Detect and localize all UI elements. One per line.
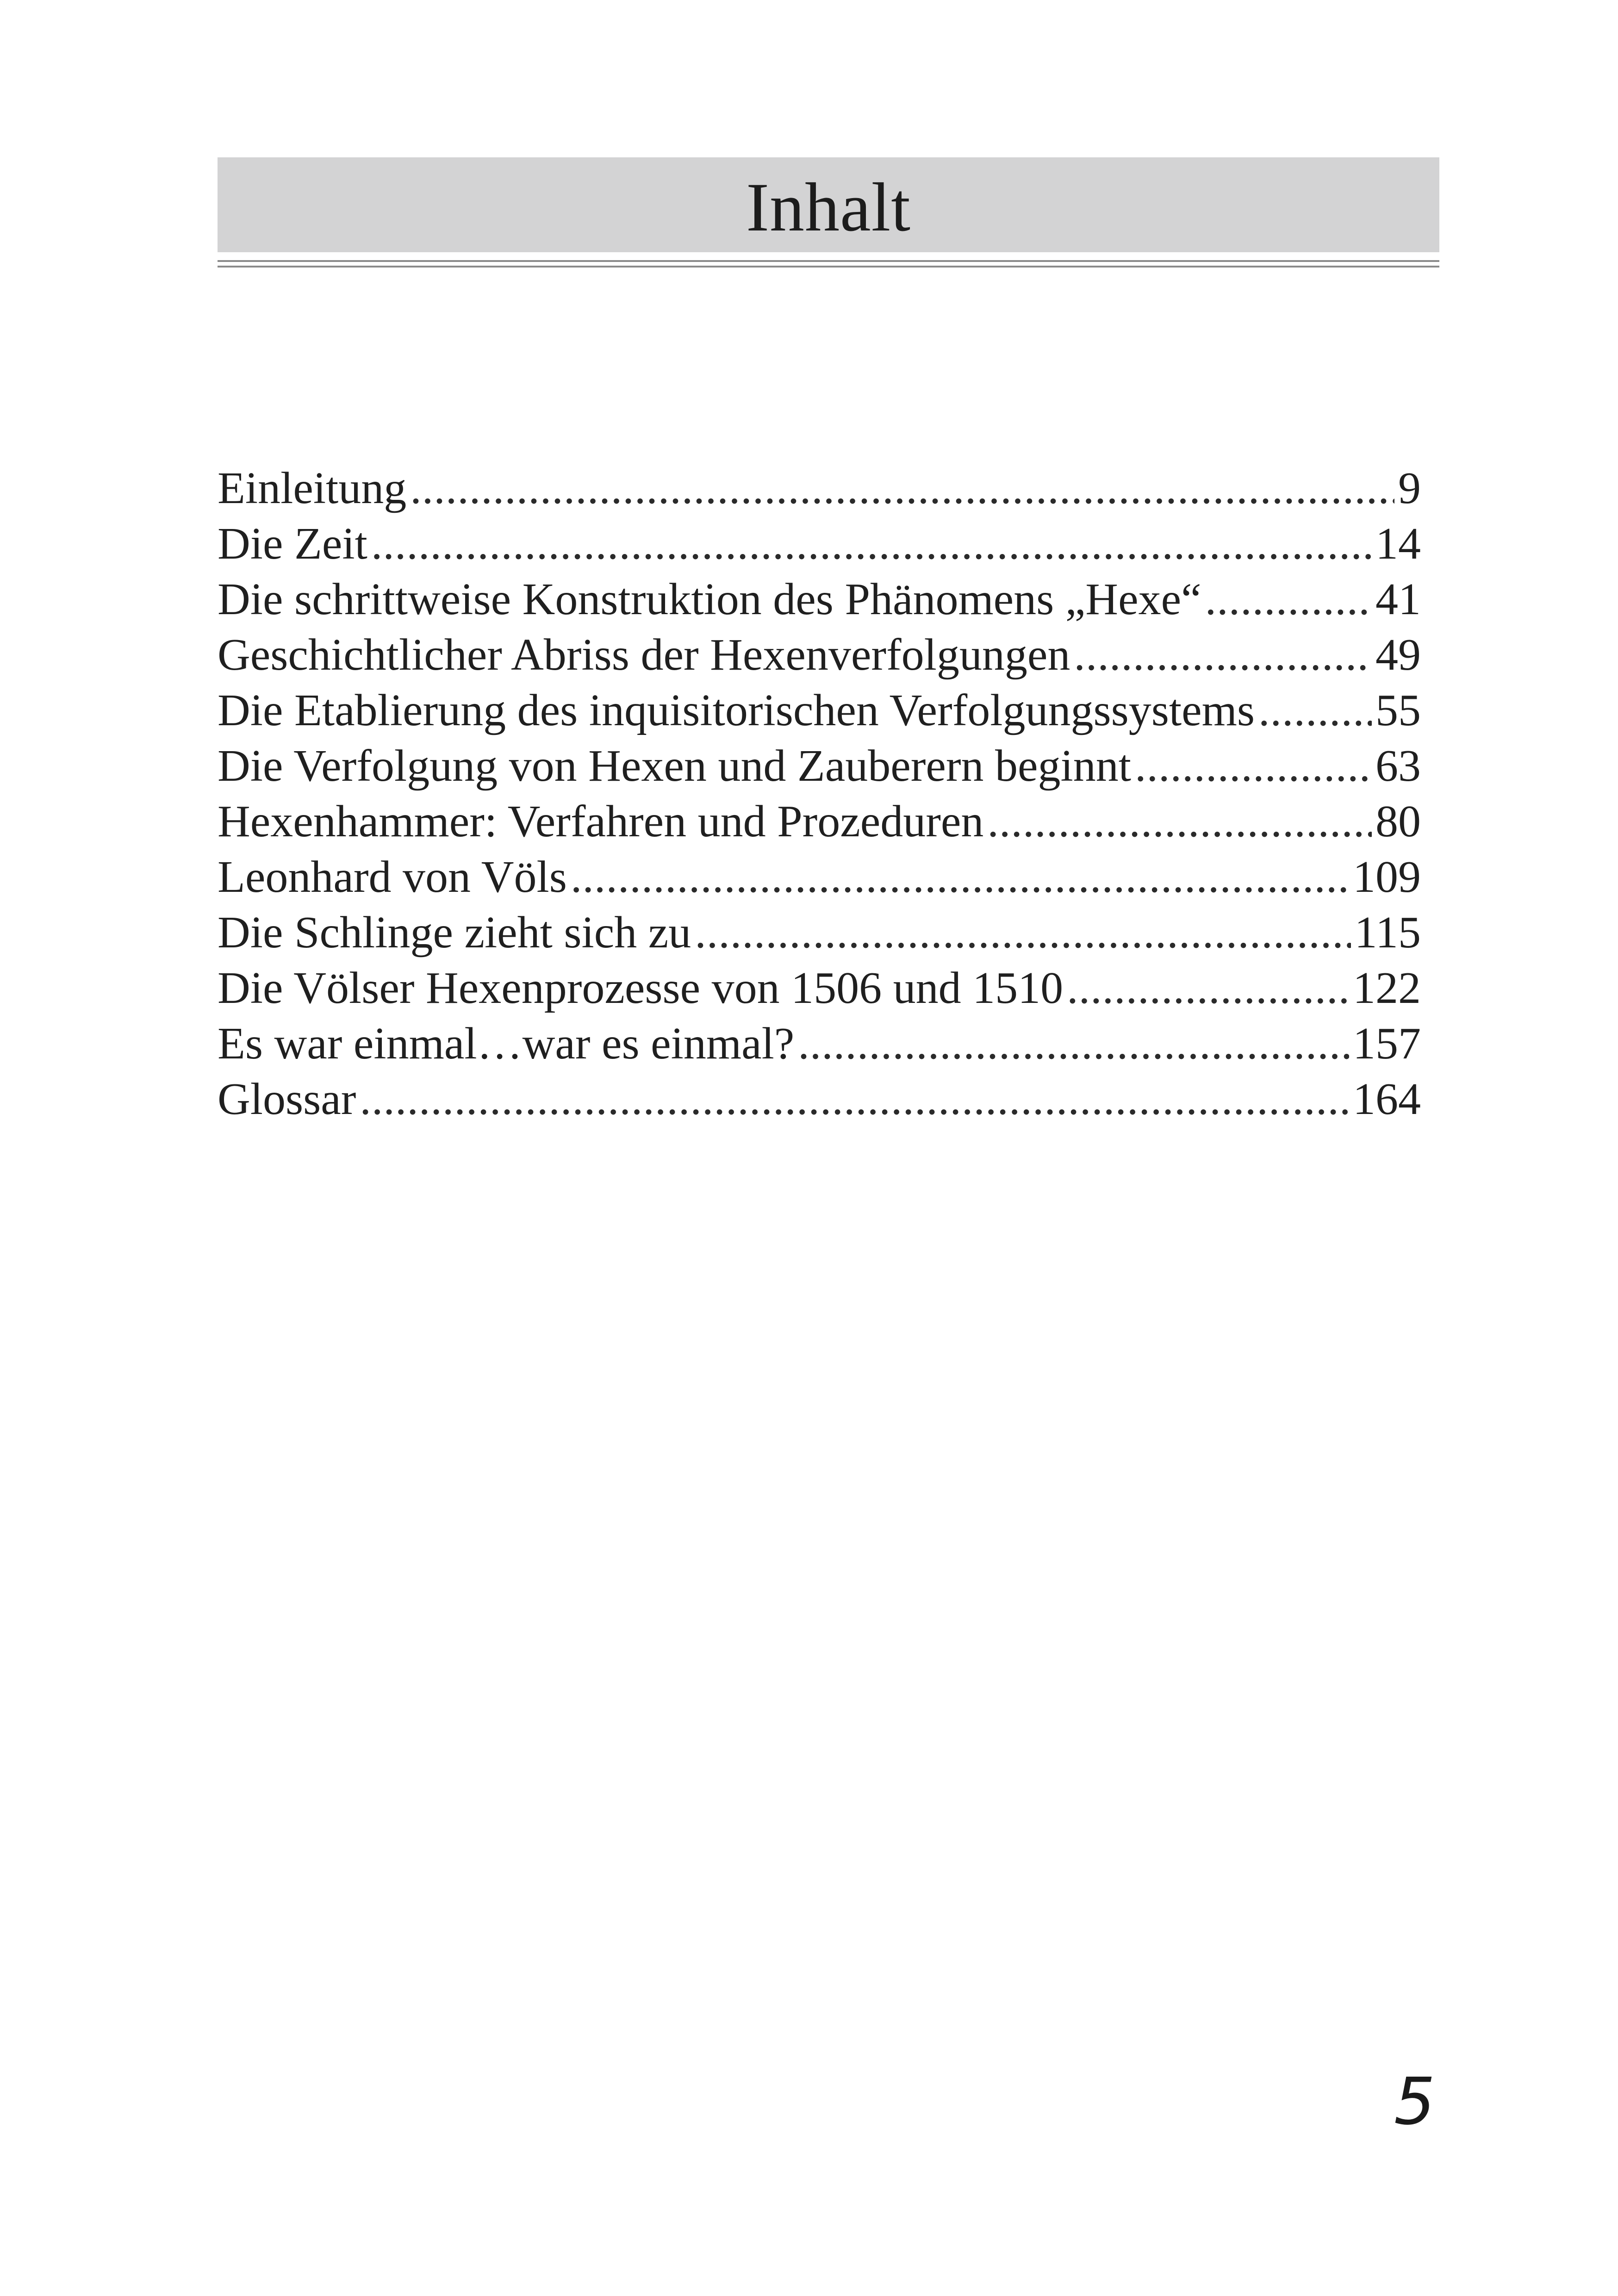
dot-leader (798, 1016, 1349, 1071)
page-number: 5 (1394, 2064, 1435, 2140)
toc-entry-page: 9 (1398, 463, 1421, 513)
toc-entry[interactable] (218, 1016, 1421, 1071)
toc-entry-title: Die Völser Hexenprozesse von 1506 und 1510 (218, 963, 1064, 1013)
dot-leader (1135, 738, 1372, 794)
toc-entry-page: 122 (1353, 963, 1421, 1013)
toc-entry-page: 157 (1353, 1019, 1421, 1069)
title-divider-top (218, 260, 1439, 262)
title-band (218, 157, 1439, 252)
dot-leader (987, 794, 1372, 849)
toc-entry-page: 115 (1354, 908, 1421, 958)
toc-entry[interactable] (218, 905, 1421, 960)
toc-entry-page: 80 (1375, 796, 1421, 846)
toc-entry-title: Die Verfolgung von Hexen und Zauberern beginnt (218, 741, 1131, 791)
toc-entry[interactable] (218, 683, 1421, 738)
toc-entry-page: 109 (1353, 852, 1421, 902)
toc-entry-title: Es war einmal…war es einmal? (218, 1019, 795, 1069)
toc-entry[interactable] (218, 572, 1421, 627)
toc-entry-page: 164 (1353, 1074, 1421, 1124)
toc-entry-title: Leonhard von Völs (218, 852, 567, 902)
dot-leader (360, 1071, 1349, 1127)
toc-entry-title: Die Zeit (218, 519, 367, 569)
toc-entry-title: Hexenhammer: Verfahren und Prozeduren (218, 796, 984, 846)
toc-entry[interactable] (218, 738, 1421, 794)
title-divider-bottom (218, 266, 1439, 268)
toc-entry-title: Die Etablierung des inquisitorischen Verfolgungssystems (218, 685, 1255, 735)
dot-leader (410, 460, 1394, 516)
toc-entry[interactable] (218, 1071, 1421, 1127)
page-title: Inhalt (746, 168, 911, 246)
toc-entry-page: 14 (1375, 519, 1421, 569)
toc-entry-title: Geschichtlicher Abriss der Hexenverfolgungen (218, 630, 1070, 680)
toc-entry-title: Einleitung (218, 463, 407, 513)
toc-entry[interactable] (218, 794, 1421, 849)
toc-entry-title: Glossar (218, 1074, 356, 1124)
toc-entry-page: 55 (1375, 685, 1421, 735)
dot-leader (571, 849, 1349, 905)
dot-leader (371, 516, 1372, 572)
toc-entry[interactable] (218, 516, 1421, 572)
toc-entry-title: Die Schlinge zieht sich zu (218, 908, 691, 958)
toc-entry[interactable] (218, 460, 1421, 516)
dot-leader (1205, 572, 1372, 627)
toc-entry[interactable] (218, 960, 1421, 1016)
toc-entry[interactable] (218, 849, 1421, 905)
dot-leader (1067, 960, 1349, 1016)
dot-leader (1258, 683, 1372, 738)
toc-entry-title: Die schrittweise Konstruktion des Phänomens „Hexe“ (218, 574, 1201, 624)
toc-entry-page: 49 (1375, 630, 1421, 680)
dot-leader (1074, 627, 1372, 683)
toc-entry-page: 63 (1375, 741, 1421, 791)
table-of-contents (218, 460, 1421, 1127)
toc-entry-page: 41 (1375, 574, 1421, 624)
toc-entry[interactable] (218, 627, 1421, 683)
dot-leader (695, 905, 1350, 960)
